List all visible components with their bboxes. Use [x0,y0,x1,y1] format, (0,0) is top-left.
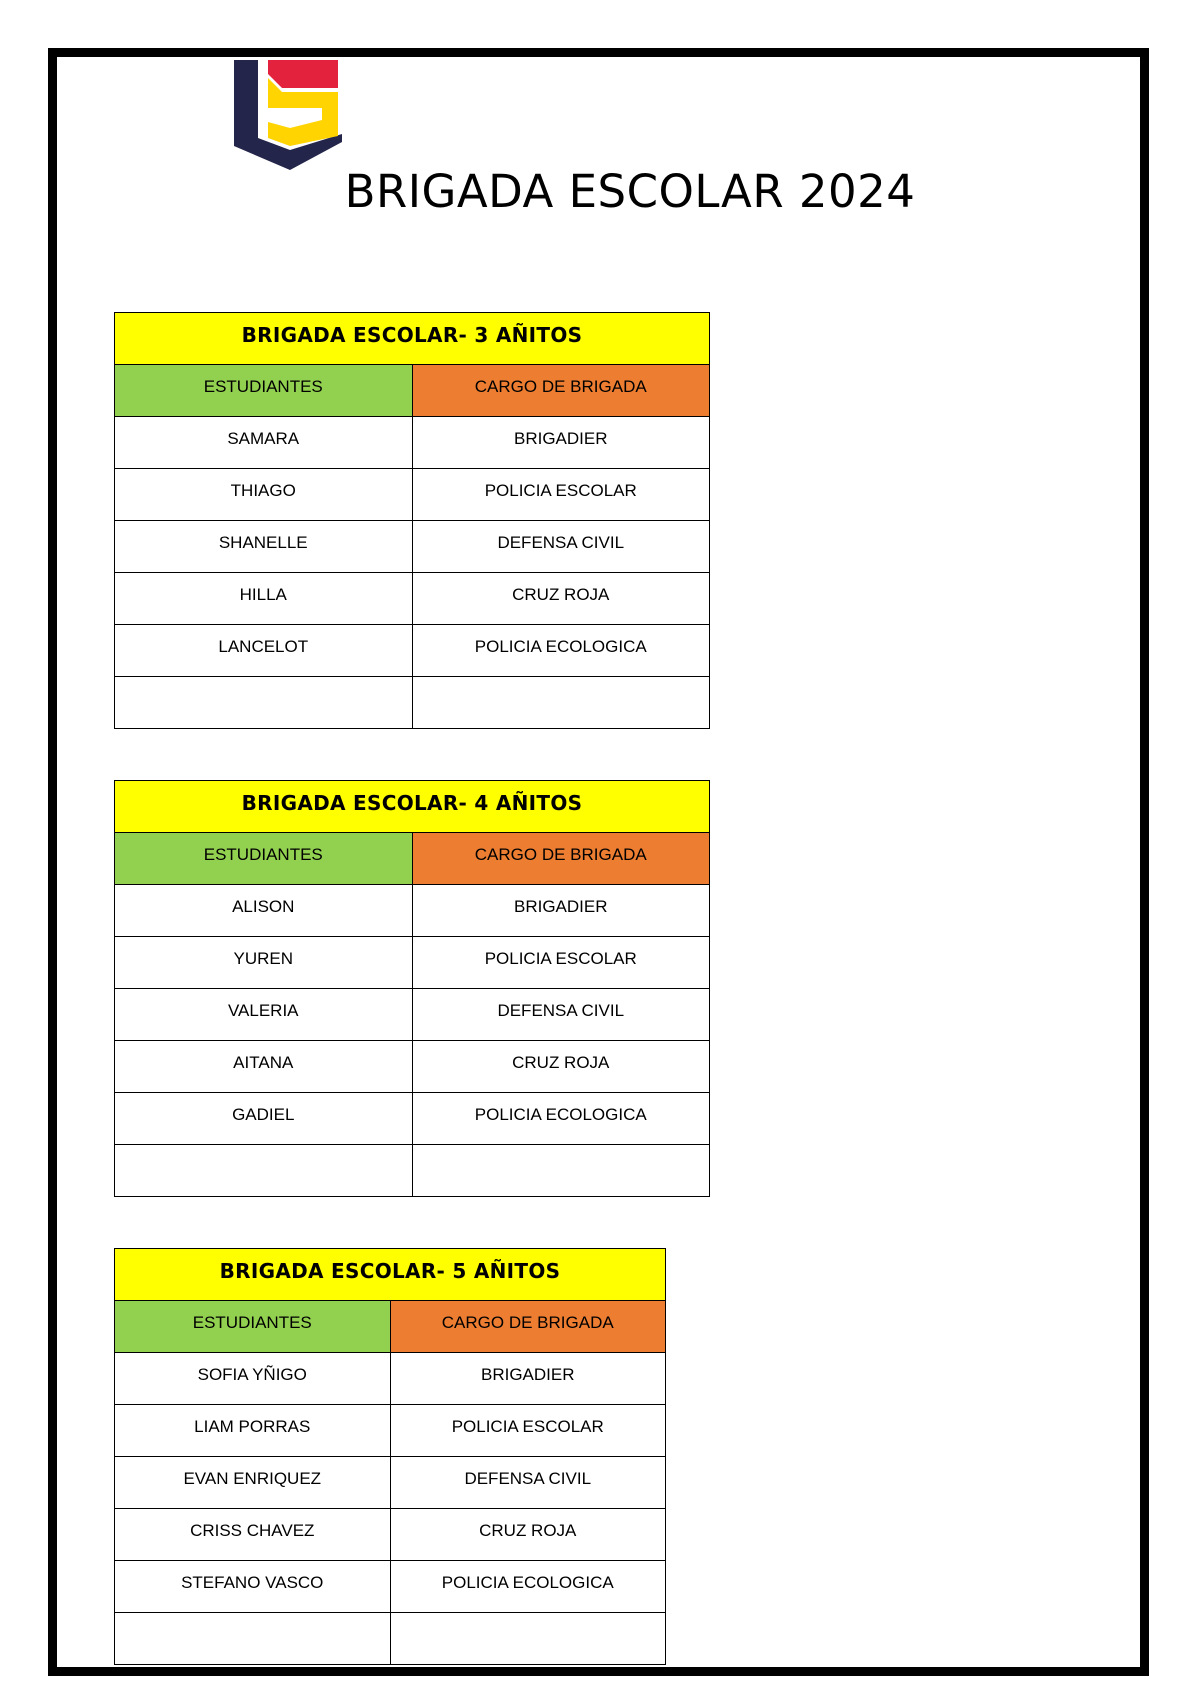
role-cell: BRIGADIER [412,417,710,469]
student-cell: YUREN [115,937,413,989]
students-column-header: ESTUDIANTES [115,833,413,885]
role-cell: POLICIA ECOLOGICA [412,1093,710,1145]
table-row [115,885,710,937]
role-cell: POLICIA ESCOLAR [412,469,710,521]
role-cell: POLICIA ECOLOGICA [412,625,710,677]
role-cell [412,1145,710,1197]
role-cell: BRIGADIER [390,1353,666,1405]
brigade-table-3-years [114,312,710,729]
role-column-header: CARGO DE BRIGADA [390,1301,666,1353]
table-row [115,469,710,521]
role-cell: CRUZ ROJA [390,1509,666,1561]
students-column-header: ESTUDIANTES [115,1301,391,1353]
table-row-empty [115,1613,666,1665]
role-cell: POLICIA ESCOLAR [390,1405,666,1457]
student-cell: THIAGO [115,469,413,521]
students-column-header: ESTUDIANTES [115,365,413,417]
table-row [115,1405,666,1457]
student-cell [115,677,413,729]
student-cell: SHANELLE [115,521,413,573]
role-cell: DEFENSA CIVIL [412,521,710,573]
table-row [115,1509,666,1561]
student-cell: GADIEL [115,1093,413,1145]
student-cell: AITANA [115,1041,413,1093]
student-cell: STEFANO VASCO [115,1561,391,1613]
role-cell: CRUZ ROJA [412,573,710,625]
document-title: BRIGADA ESCOLAR 2024 [344,165,916,218]
table-row-empty [115,1145,710,1197]
student-cell: SOFIA YÑIGO [115,1353,391,1405]
role-cell [390,1613,666,1665]
role-column-header: CARGO DE BRIGADA [412,365,710,417]
student-cell: EVAN ENRIQUEZ [115,1457,391,1509]
table-row [115,417,710,469]
table-row [115,1561,666,1613]
role-cell [412,677,710,729]
table-row [115,625,710,677]
role-cell: CRUZ ROJA [412,1041,710,1093]
student-cell: VALERIA [115,989,413,1041]
role-cell: BRIGADIER [412,885,710,937]
table-row [115,1093,710,1145]
table-row [115,1041,710,1093]
student-cell: ALISON [115,885,413,937]
table-title: BRIGADA ESCOLAR- 4 AÑITOS [115,781,710,833]
student-cell: CRISS CHAVEZ [115,1509,391,1561]
table-row-empty [115,677,710,729]
role-cell: POLICIA ECOLOGICA [390,1561,666,1613]
student-cell [115,1145,413,1197]
table-row [115,1457,666,1509]
table-row [115,521,710,573]
role-cell: POLICIA ESCOLAR [412,937,710,989]
school-logo-icon [232,58,342,170]
role-cell: DEFENSA CIVIL [390,1457,666,1509]
table-title: BRIGADA ESCOLAR- 3 AÑITOS [115,313,710,365]
table-row [115,937,710,989]
role-column-header: CARGO DE BRIGADA [412,833,710,885]
table-row [115,573,710,625]
student-cell: LANCELOT [115,625,413,677]
table-title: BRIGADA ESCOLAR- 5 AÑITOS [115,1249,666,1301]
student-cell: SAMARA [115,417,413,469]
student-cell [115,1613,391,1665]
role-cell: DEFENSA CIVIL [412,989,710,1041]
table-row [115,989,710,1041]
table-row [115,1353,666,1405]
student-cell: LIAM PORRAS [115,1405,391,1457]
brigade-table-4-years [114,780,710,1197]
brigade-table-5-years [114,1248,666,1665]
student-cell: HILLA [115,573,413,625]
